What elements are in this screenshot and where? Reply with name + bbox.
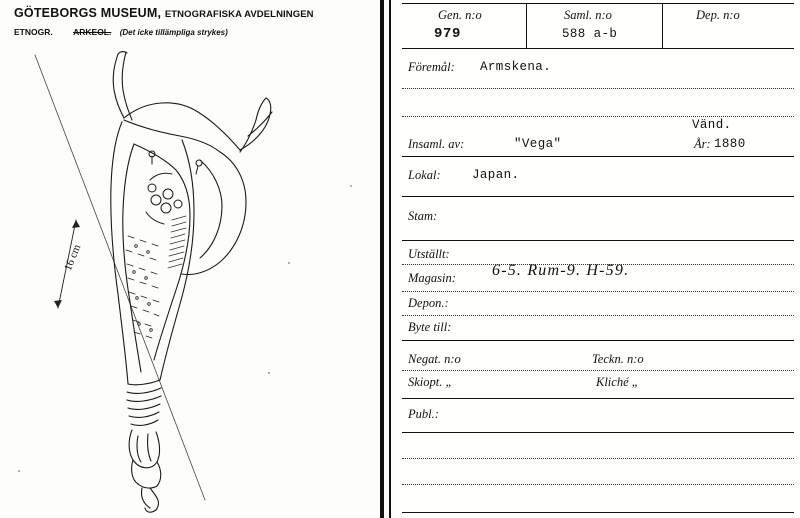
museum-name: GÖTEBORGS MUSEUM, bbox=[14, 6, 162, 20]
dep-no-label: Dep. n:o bbox=[696, 8, 740, 22]
paper-speck bbox=[18, 470, 20, 472]
card-rule-dotted bbox=[402, 484, 794, 485]
header-col-divider-2 bbox=[662, 3, 663, 48]
card-rule-bottom bbox=[402, 512, 794, 513]
artifact-drawing bbox=[0, 40, 378, 518]
card-rule bbox=[402, 398, 794, 399]
paper-speck bbox=[350, 185, 352, 187]
card-rule bbox=[402, 240, 794, 241]
strike-instruction-note: (Det icke tillämpliga strykes) bbox=[119, 28, 228, 37]
card-rule bbox=[402, 48, 794, 49]
insaml-av-value[interactable]: "Vega" bbox=[514, 137, 562, 151]
card-rule-dotted bbox=[402, 315, 794, 316]
magasin-value[interactable]: 6-5. Rum-9. H-59. bbox=[492, 262, 630, 279]
card-rule-dotted bbox=[402, 88, 794, 89]
publ-label: Publ.: bbox=[408, 407, 439, 421]
kliche-label: Kliché „ bbox=[596, 375, 639, 389]
ar-label: År: bbox=[694, 137, 711, 151]
drawing-panel bbox=[0, 0, 378, 518]
vand-note: Vänd. bbox=[692, 118, 732, 132]
card-rule-dotted bbox=[402, 370, 794, 371]
depon-label: Depon.: bbox=[408, 296, 449, 310]
paper-speck bbox=[288, 262, 290, 264]
card-rule bbox=[402, 196, 794, 197]
panel-divider-primary bbox=[380, 0, 384, 518]
ar-value[interactable]: 1880 bbox=[714, 137, 746, 151]
museum-catalogue-card bbox=[396, 0, 800, 518]
stam-label: Stam: bbox=[408, 209, 438, 223]
magasin-label: Magasin: bbox=[408, 271, 456, 285]
utstallt-label: Utställt: bbox=[408, 247, 450, 261]
header-col-divider-1 bbox=[526, 3, 527, 48]
card-rule bbox=[402, 340, 794, 341]
card-rule-dotted bbox=[402, 116, 794, 117]
museum-department: ETNOGRAFISKA AVDELNINGEN bbox=[164, 9, 314, 20]
card-rule bbox=[402, 432, 794, 433]
museum-header bbox=[14, 6, 364, 37]
foremal-label: Föremål: bbox=[408, 60, 455, 74]
saml-no-label: Saml. n:o bbox=[564, 8, 612, 22]
foremal-value[interactable]: Armskena. bbox=[480, 60, 552, 74]
card-rule-top bbox=[402, 3, 794, 4]
archaeology-label-struck: ARKEOL. bbox=[73, 27, 112, 37]
card-rule-dotted bbox=[402, 291, 794, 292]
teckn-no-label: Teckn. n:o bbox=[592, 352, 644, 366]
museum-title-line bbox=[14, 6, 364, 20]
gen-no-label: Gen. n:o bbox=[438, 8, 482, 22]
negat-no-label: Negat. n:o bbox=[408, 352, 461, 366]
card-rule-dotted bbox=[402, 458, 794, 459]
skiopt-label: Skiopt. „ bbox=[408, 375, 453, 389]
panel-divider-secondary bbox=[389, 0, 391, 518]
ethnography-label: ETNOGR. bbox=[14, 27, 53, 37]
armguard-sketch-icon bbox=[0, 40, 378, 518]
lokal-value[interactable]: Japan. bbox=[472, 168, 520, 182]
saml-no-value[interactable]: 588 a-b bbox=[562, 27, 618, 41]
insaml-av-label: Insaml. av: bbox=[408, 137, 465, 151]
gen-no-value[interactable]: 979 bbox=[434, 26, 462, 42]
byte-till-label: Byte till: bbox=[408, 320, 452, 334]
paper-speck bbox=[268, 372, 270, 374]
lokal-label: Lokal: bbox=[408, 168, 441, 182]
museum-subtitle-line bbox=[14, 27, 364, 37]
scale-annotation: 16 cm bbox=[62, 242, 84, 273]
card-rule bbox=[402, 156, 794, 157]
